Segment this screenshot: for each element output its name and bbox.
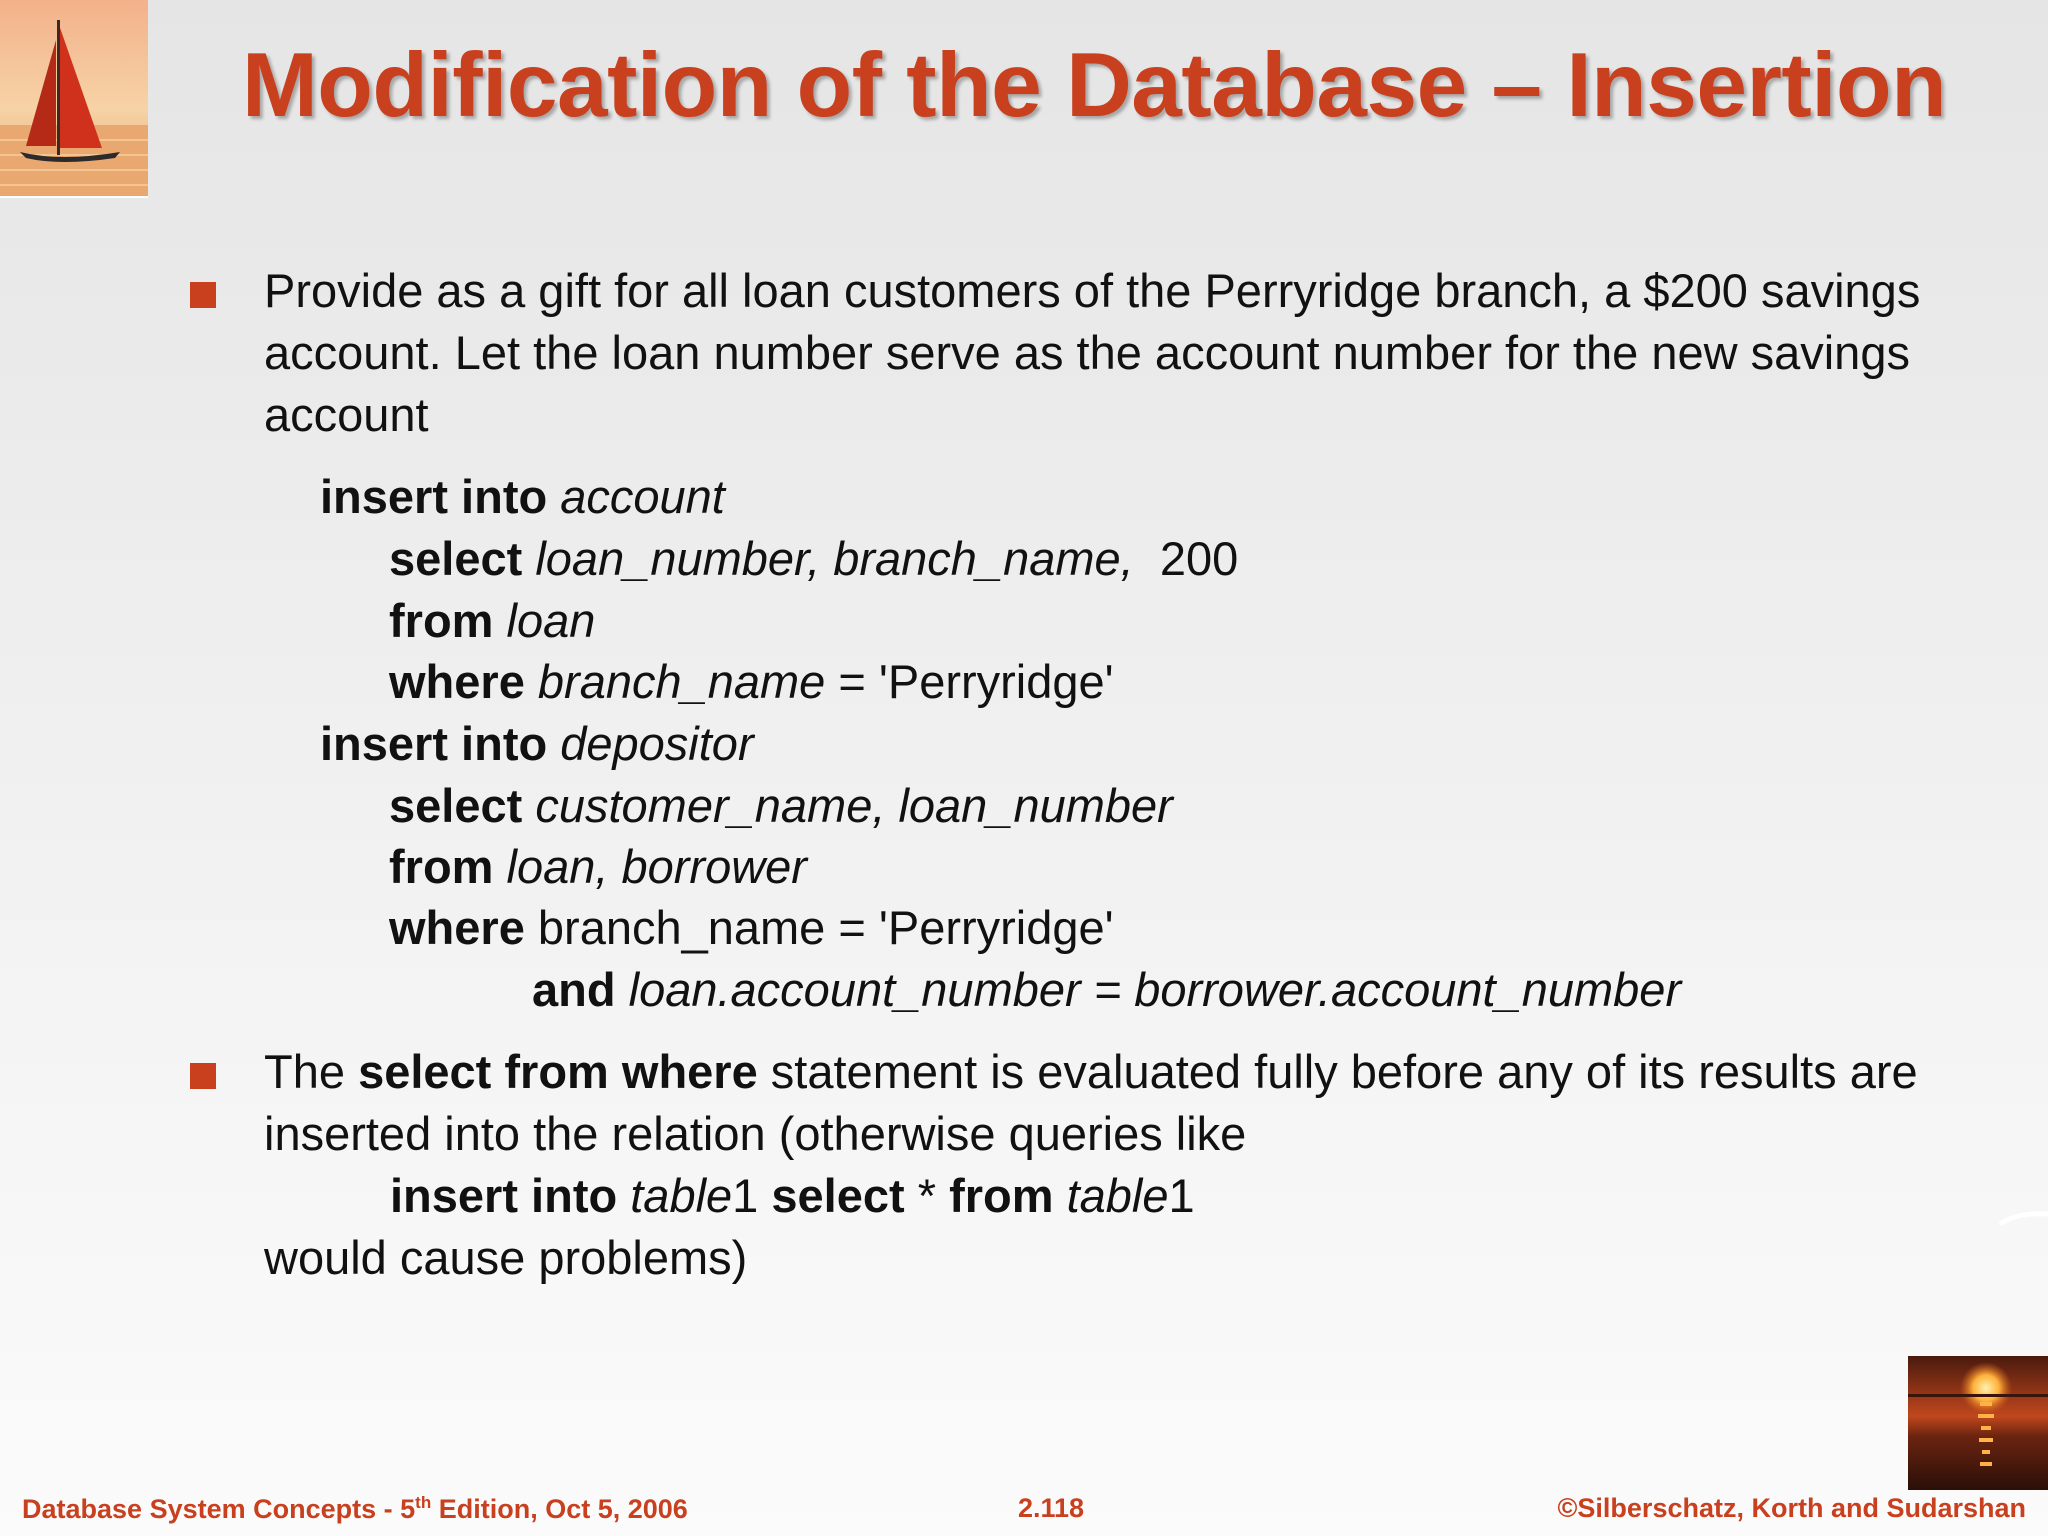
code-line — [389, 528, 1238, 590]
code-line — [320, 713, 754, 775]
footer-copyright: ©Silberschatz, Korth and Sudarshan — [1557, 1493, 2026, 1523]
code-keyword: insert into — [390, 1169, 618, 1222]
code-keyword: where — [389, 655, 525, 708]
code-keyword: select — [389, 532, 523, 585]
code-literal: 1 — [732, 1169, 759, 1222]
bullet-text — [264, 1041, 2008, 1289]
bullet-item — [190, 260, 2008, 446]
code-identifier: table — [1066, 1169, 1169, 1222]
sailboat-sunset-image — [0, 0, 148, 198]
code-keyword: insert into — [320, 717, 548, 770]
code-keyword: select — [389, 779, 523, 832]
code-literal: 200 — [1159, 532, 1239, 585]
code-identifier: loan — [506, 594, 596, 647]
footer-left-rest: Edition, Oct 5, 2006 — [438, 1494, 688, 1524]
code-identifier: depositor — [560, 717, 754, 770]
code-line — [389, 897, 1114, 959]
bullet-text: Provide as a gift for all loan customers of the Perryridge branch, a $200 savings account. Let the loan number serve as the account number for the new savings account — [264, 264, 1921, 441]
code-literal: branch_name = 'Perryridge' — [537, 901, 1114, 954]
code-line — [320, 466, 725, 528]
code-literal: = 'Perryridge' — [838, 655, 1114, 708]
code-identifier: loan.account_number = borrower.account_number — [628, 963, 1682, 1016]
footer-page-number: 2.118 — [1018, 1493, 1085, 1523]
code-identifier: account — [560, 470, 725, 523]
code-identifier: loan_number, branch_name, — [535, 532, 1134, 585]
code-keyword: where — [389, 901, 525, 954]
code-literal: 1 — [1168, 1169, 1195, 1222]
bullet-item — [190, 1041, 2008, 1289]
code-line — [389, 590, 595, 652]
code-identifier: loan, borrower — [506, 840, 807, 893]
code-line — [532, 959, 1681, 1021]
example-query — [264, 1165, 2008, 1227]
code-keyword: and — [532, 963, 616, 1016]
code-line — [389, 836, 807, 898]
code-line — [389, 775, 1173, 837]
footer-left-sup: th — [415, 1493, 432, 1512]
bullet-text-part: statement is evaluated fully before any of its results are inserted into the relation (otherwise queries like — [264, 1045, 1918, 1160]
footer-left — [22, 1493, 688, 1525]
square-bullet-icon — [190, 282, 216, 308]
sunset-image — [1908, 1356, 2048, 1490]
bullet-text-part: would cause problems) — [264, 1231, 748, 1284]
code-keyword: insert into — [320, 470, 548, 523]
footer-left-text: Database System Concepts - 5 — [22, 1494, 416, 1524]
code-identifier: table — [630, 1169, 733, 1222]
code-keyword: from — [949, 1169, 1054, 1222]
code-line — [389, 651, 1114, 713]
code-identifier: branch_name — [537, 655, 826, 708]
code-literal: * — [917, 1169, 937, 1222]
code-identifier: customer_name, loan_number — [535, 779, 1173, 832]
bullet-text-part: The — [264, 1045, 345, 1098]
bullet-keyword: select from where — [358, 1045, 758, 1098]
square-bullet-icon — [190, 1063, 216, 1089]
slide-title: Modification of the Database – Insertion — [242, 35, 1947, 136]
decorative-swoosh — [1998, 1210, 2048, 1226]
code-keyword: select — [771, 1169, 905, 1222]
code-keyword: from — [389, 594, 494, 647]
code-keyword: from — [389, 840, 494, 893]
